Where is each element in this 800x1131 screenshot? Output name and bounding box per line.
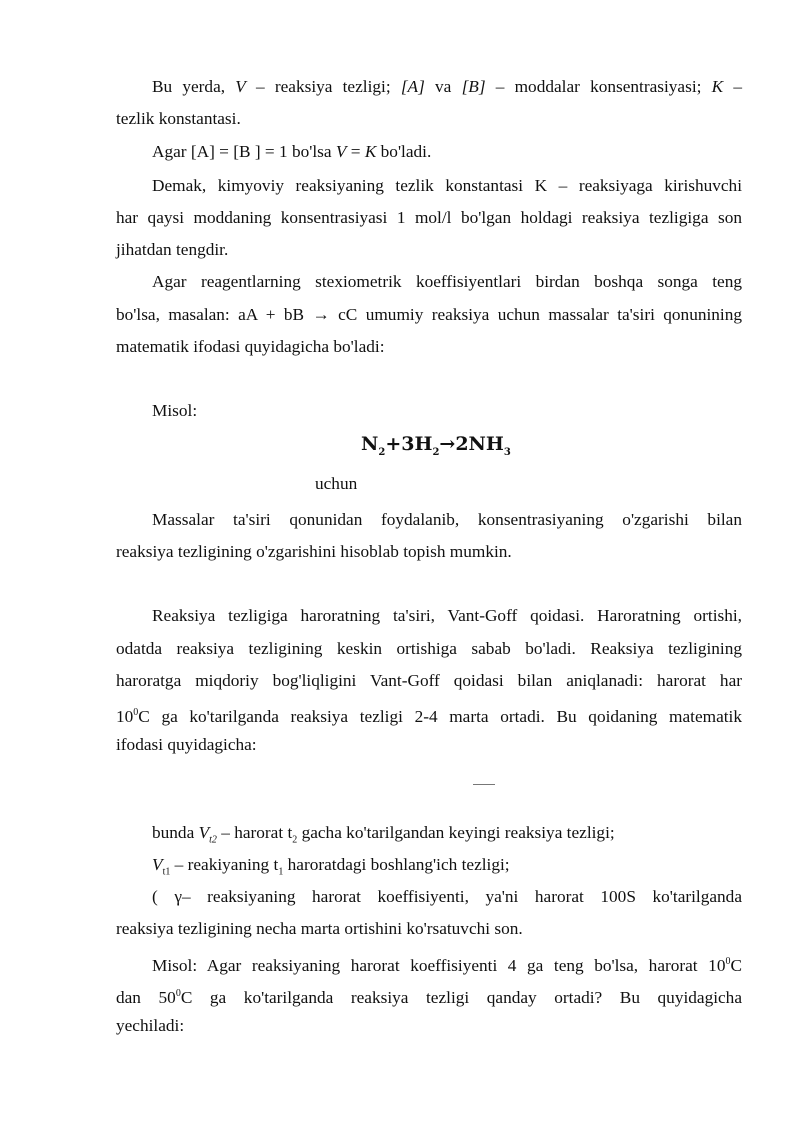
paragraph-line: har qaysi moddaning konsentrasiyasi 1 mol/l bo'lgan holdagi reaksiya tezligiga son	[116, 208, 742, 227]
paragraph-line: ifodasi quyidagicha:	[116, 735, 257, 754]
paragraph-line: jihatdan tengdir.	[116, 240, 229, 259]
paragraph-line: tezlik konstantasi.	[116, 109, 241, 128]
reaction-formula: $N_2+3H_2\to 2NH_3$	[361, 433, 511, 458]
paragraph-line: reaksiya tezligining o'zgarishini hisoblab topish mumkin.	[116, 542, 512, 561]
paragraph-line: Massalar ta'siri qonunidan foydalanib, konsentrasiyaning o'zgarishi bilan	[152, 510, 742, 529]
paragraph-line: dan $50^0C$ ga ko'tarilganda reaksiya tezligi qanday ortadi? Bu quyidagicha	[116, 987, 742, 1007]
paragraph-line: ( γ– reaksiyaning harorat koeffisiyenti, ya'ni harorat 100S ko'tarilganda	[152, 887, 742, 906]
uchun-label: uchun	[315, 474, 358, 493]
paragraph-line: reaksiya tezligining necha marta ortishini ko'rsatuvchi son.	[116, 919, 523, 938]
paragraph-line: Reaksiya tezligiga haroratning ta'siri, Vant-Goff qoidasi. Haroratning ortishi,	[152, 606, 742, 625]
paragraph-line: Agar reagentlarning stexiometrik koeffisiyentlari birdan boshqa songa teng	[152, 272, 742, 291]
paragraph-line: haroratga miqdoriy bog'liqligini Vant-Goff qoidasi bilan aniqlanadi: harorat har	[116, 671, 742, 690]
paragraph-line: Bu yerda, V – reaksiya tezligi; [A] va [B] – moddalar konsentrasiyasi; K –	[152, 77, 742, 96]
paragraph-line: Demak, kimyoviy reaksiyaning tezlik konstantasi K – reaksiyaga kirishuvchi	[152, 176, 742, 195]
paragraph-line: yechiladi:	[116, 1016, 185, 1035]
paragraph-line: bo'lsa, masalan: aA + bB → cC umumiy reaksiya uchun massalar ta'siri qonunining	[116, 305, 742, 324]
paragraph-line: Agar [A] = [B ] = 1 bo'lsa V = K bo'ladi.	[152, 142, 432, 161]
example-label: Misol:	[152, 401, 198, 420]
paragraph-line: bunda $V_{t2}$ – harorat $t_2$ gacha ko'tarilgandan keyingi reaksiya tezligi;	[152, 823, 615, 846]
paragraph-line: odatda reaksiya tezligining keskin ortishiga sabab bo'ladi. Reaksiya tezligining	[116, 639, 742, 658]
paragraph-line: Misol: Agar reaksiyaning harorat koeffisiyenti 4 ga teng bo'lsa, harorat $10^0C$	[152, 955, 742, 975]
formula-placeholder-line	[473, 784, 495, 785]
paragraph-line: matematik ifodasi quyidagicha bo'ladi:	[116, 337, 385, 356]
paragraph-line: $V_{t1}$ – reakiyaning $t_1$ haroratdagi boshlang'ich tezligi;	[152, 855, 510, 878]
paragraph-line: $10^0C$ ga ko'tarilganda reaksiya tezligi 2-4 marta ortadi. Bu qoidaning matematik	[116, 706, 742, 726]
